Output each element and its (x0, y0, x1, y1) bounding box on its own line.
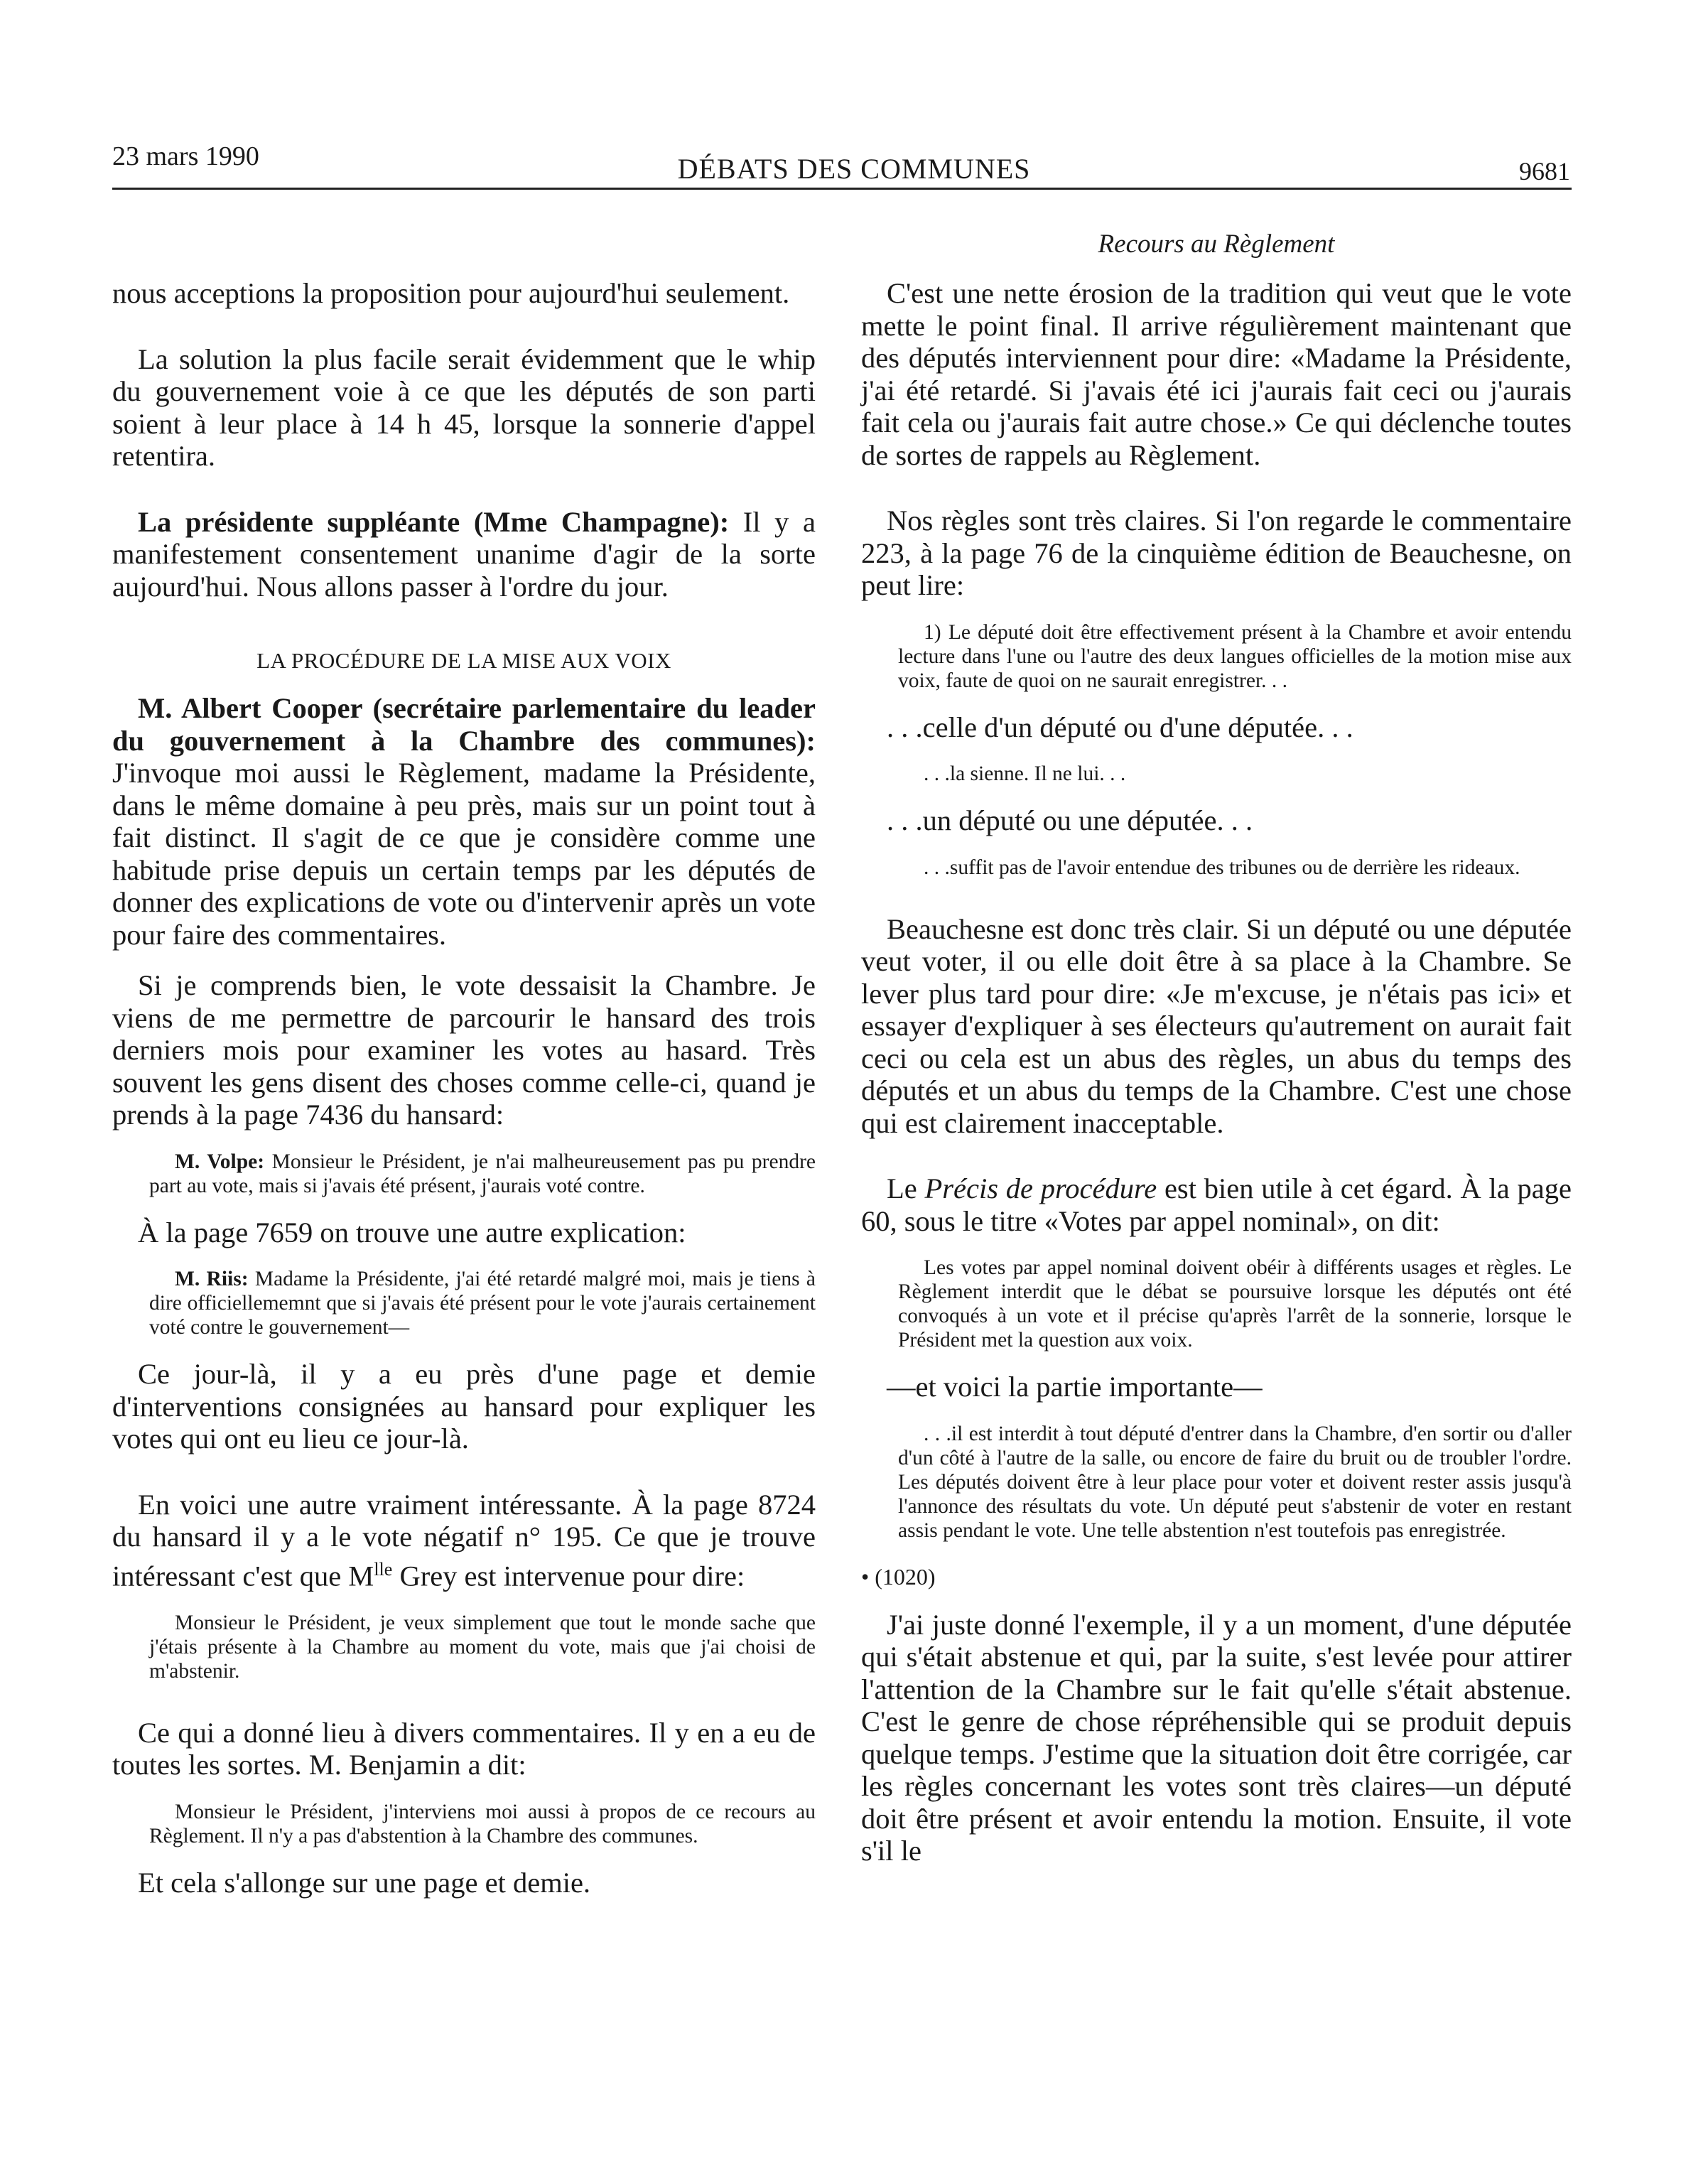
quote (149, 1267, 816, 1339)
quote: Les votes par appel nominal doivent obéir à différents usages et règles. Le Règlement interdit que le débat se poursuive lorsque les députés ont été convoqués à un vote et il précise qu'après l'arrêt de la sonnerie, lorsque le Président met la question aux voix. (898, 1256, 1572, 1351)
text-run: Grey est intervenue pour dire: (392, 1560, 745, 1592)
quote: . . .suffit pas de l'avoir entendue des tribunes ou de derrière les rideaux. (924, 856, 1520, 879)
paragraph: . . .un député ou une députée. . . (887, 804, 1253, 836)
section-title: LA PROCÉDURE DE LA MISE AUX VOIX (256, 648, 671, 673)
publication-title: Précis de procédure (924, 1172, 1157, 1204)
paragraph: . . .celle d'un député ou d'une députée. . . (887, 711, 1353, 743)
paragraph: Ce qui a donné lieu à divers commentaires. Il y en a eu de toutes les sortes. M. Benjamin a dit: (112, 1716, 816, 1781)
quote: Monsieur le Président, je veux simplement que tout le monde sache que j'étais présente à la Chambre au moment du vote, mais que j'ai choisi de m'abstenir. (149, 1611, 816, 1683)
text-run: Le (887, 1172, 925, 1204)
speech-text: Il y a manifestement consentement unanime d'agir de la sorte aujourd'hui. Nous allons passer à l'ordre du jour. (112, 505, 816, 603)
paragraph: Nos règles sont très claires. Si l'on regarde le commentaire 223, à la page 76 de la cinquième édition de Beauchesne, on peut lire: (861, 504, 1572, 601)
quote-text: Monsieur le Président, je n'ai malheureusement pas pu prendre part au vote, mais si j'avais été présent, j'aurais voté contre. (149, 1150, 816, 1197)
paragraph: Si je comprends bien, le vote dessaisit la Chambre. Je viens de me permettre de parcourir le hansard des trois derniers mois pour examiner les votes au hasard. Très souvent les gens disent des choses comme celle-ci, quand je prends à la page 7436 du hansard: (112, 969, 816, 1131)
text-run: est bien utile à cet égard. À la page 60, sous le titre «Votes par appel nominal», on dit: (861, 1172, 1572, 1237)
paragraph (112, 1489, 816, 1592)
speaker-name: La présidente suppléante (Mme Champagne): (138, 505, 730, 538)
superscript: lle (374, 1558, 393, 1580)
rubric: Recours au Règlement (1098, 230, 1335, 259)
speaker-name: M. Albert Cooper (secrétaire parlementaire du leader du gouvernement à la Chambre des communes): (112, 692, 816, 757)
header-title: DÉBATS DES COMMUNES (677, 153, 1031, 185)
speaker-name: M. Volpe: (175, 1150, 265, 1173)
paragraph: La solution la plus facile serait évidemment que le whip du gouvernement voie à ce que les députés de son parti soient à leur place à 14 h 45, lorsque la sonnerie d'appel retentira. (112, 342, 816, 472)
speaker-name: M. Riis: (175, 1268, 249, 1290)
header-page-number: 9681 (1519, 157, 1570, 185)
paragraph (861, 1172, 1572, 1237)
right-column (861, 277, 1572, 1867)
paragraph: À la page 7659 on trouve une autre explication: (138, 1216, 686, 1248)
header-date: 23 mars 1990 (112, 141, 259, 171)
paragraph: nous acceptions la proposition pour aujourd'hui seulement. (112, 277, 790, 309)
paragraph (112, 506, 816, 603)
paragraph: Et cela s'allonge sur une page et demie. (138, 1866, 591, 1899)
quote: . . .il est interdit à tout député d'entrer dans la Chambre, d'en sortir ou d'aller d'un côté à l'autre de la salle, ou encore de faire du bruit ou de troubler l'ordre. Les députés doivent être à leur place pour voter et doivent rester assis jusqu'à l'annonce des résultats du vote. Un député peut s'abstenir de voter en restant assis pendant le vote. Une telle abstention n'est toutefois pas enregistrée. (898, 1422, 1572, 1542)
speech-text: J'invoque moi aussi le Règlement, madame la Présidente, dans le même domaine à peu près, mais sur un point tout à fait distinct. Il s'agit de ce que je considère comme une habitude prise depuis un certain temps par les députés de donner des explications de vote ou d'intervenir après un vote pour faire des commentaires. (112, 757, 816, 951)
paragraph: J'ai juste donné l'exemple, il y a un moment, d'une députée qui s'était abstenue et qui, par la suite, s'est levée pour attirer l'attention de la Chambre sur le fait qu'elle s'était abstenue. C'est le genre de chose répréhensible qui se produit depuis quelque temps. J'estime que la situation doit être corrigée, car les règles concernant les votes sont très claires—un député doit être présent et avoir entendu la motion. Ensuite, il vote s'il le (861, 1608, 1572, 1867)
paragraph: —et voici la partie importante— (887, 1371, 1263, 1403)
time-marker: • (1020) (861, 1563, 936, 1590)
quote: Monsieur le Président, j'interviens moi aussi à propos de ce recours au Règlement. Il n'y a pas d'abstention à la Chambre des communes. (149, 1800, 816, 1847)
quote-text: Madame la Présidente, j'ai été retardé malgré moi, mais je tiens à dire officiellememnt que si j'avais été présent pour le vote j'aurais certainement voté contre le gouvernement— (149, 1268, 816, 1339)
text-run: En voici une autre vraiment intéressante. À la page 8724 du hansard il y a le vote négatif n° 195. Ce que je trouve intéressant c'est que M (112, 1488, 816, 1592)
paragraph (112, 692, 816, 951)
header-rule (112, 188, 1572, 190)
quote: . . .la sienne. Il ne lui. . . (924, 762, 1126, 785)
paragraph: C'est une nette érosion de la tradition qui veut que le vote mette le point final. Il arrive régulièrement maintenant que des députés interviennent pour dire: «Madame la Présidente, j'ai été retardé. Si j'avais été ici j'aurais fait ceci ou j'aurais fait cela ou j'aurais fait autre chose.» Ce qui déclenche toutes de sortes de rappels au Règlement. (861, 277, 1572, 471)
quote (149, 1150, 816, 1198)
left-column (112, 277, 816, 1899)
paragraph: Ce jour-là, il y a eu près d'une page et demie d'interventions consignées au hansard pour expliquer les votes qui ont eu lieu ce jour-là. (112, 1358, 816, 1455)
paragraph: Beauchesne est donc très clair. Si un député ou une députée veut voter, il ou elle doit être à sa place à la Chambre. Se lever plus tard pour dire: «Je m'excuse, je n'étais pas ici» et essayer d'expliquer à ses électeurs qu'autrement on aurait fait ceci ou cela est un abus des règles, un abus du temps des députés et un abus du temps de la Chambre. C'est une chose qui est clairement inacceptable. (861, 912, 1572, 1139)
quote: 1) Le député doit être effectivement présent à la Chambre et avoir entendu lecture dans l'une ou l'autre des deux langues officielles de la motion mise aux voix, faute de quoi on ne saurait enregistrer. . . (898, 620, 1572, 692)
